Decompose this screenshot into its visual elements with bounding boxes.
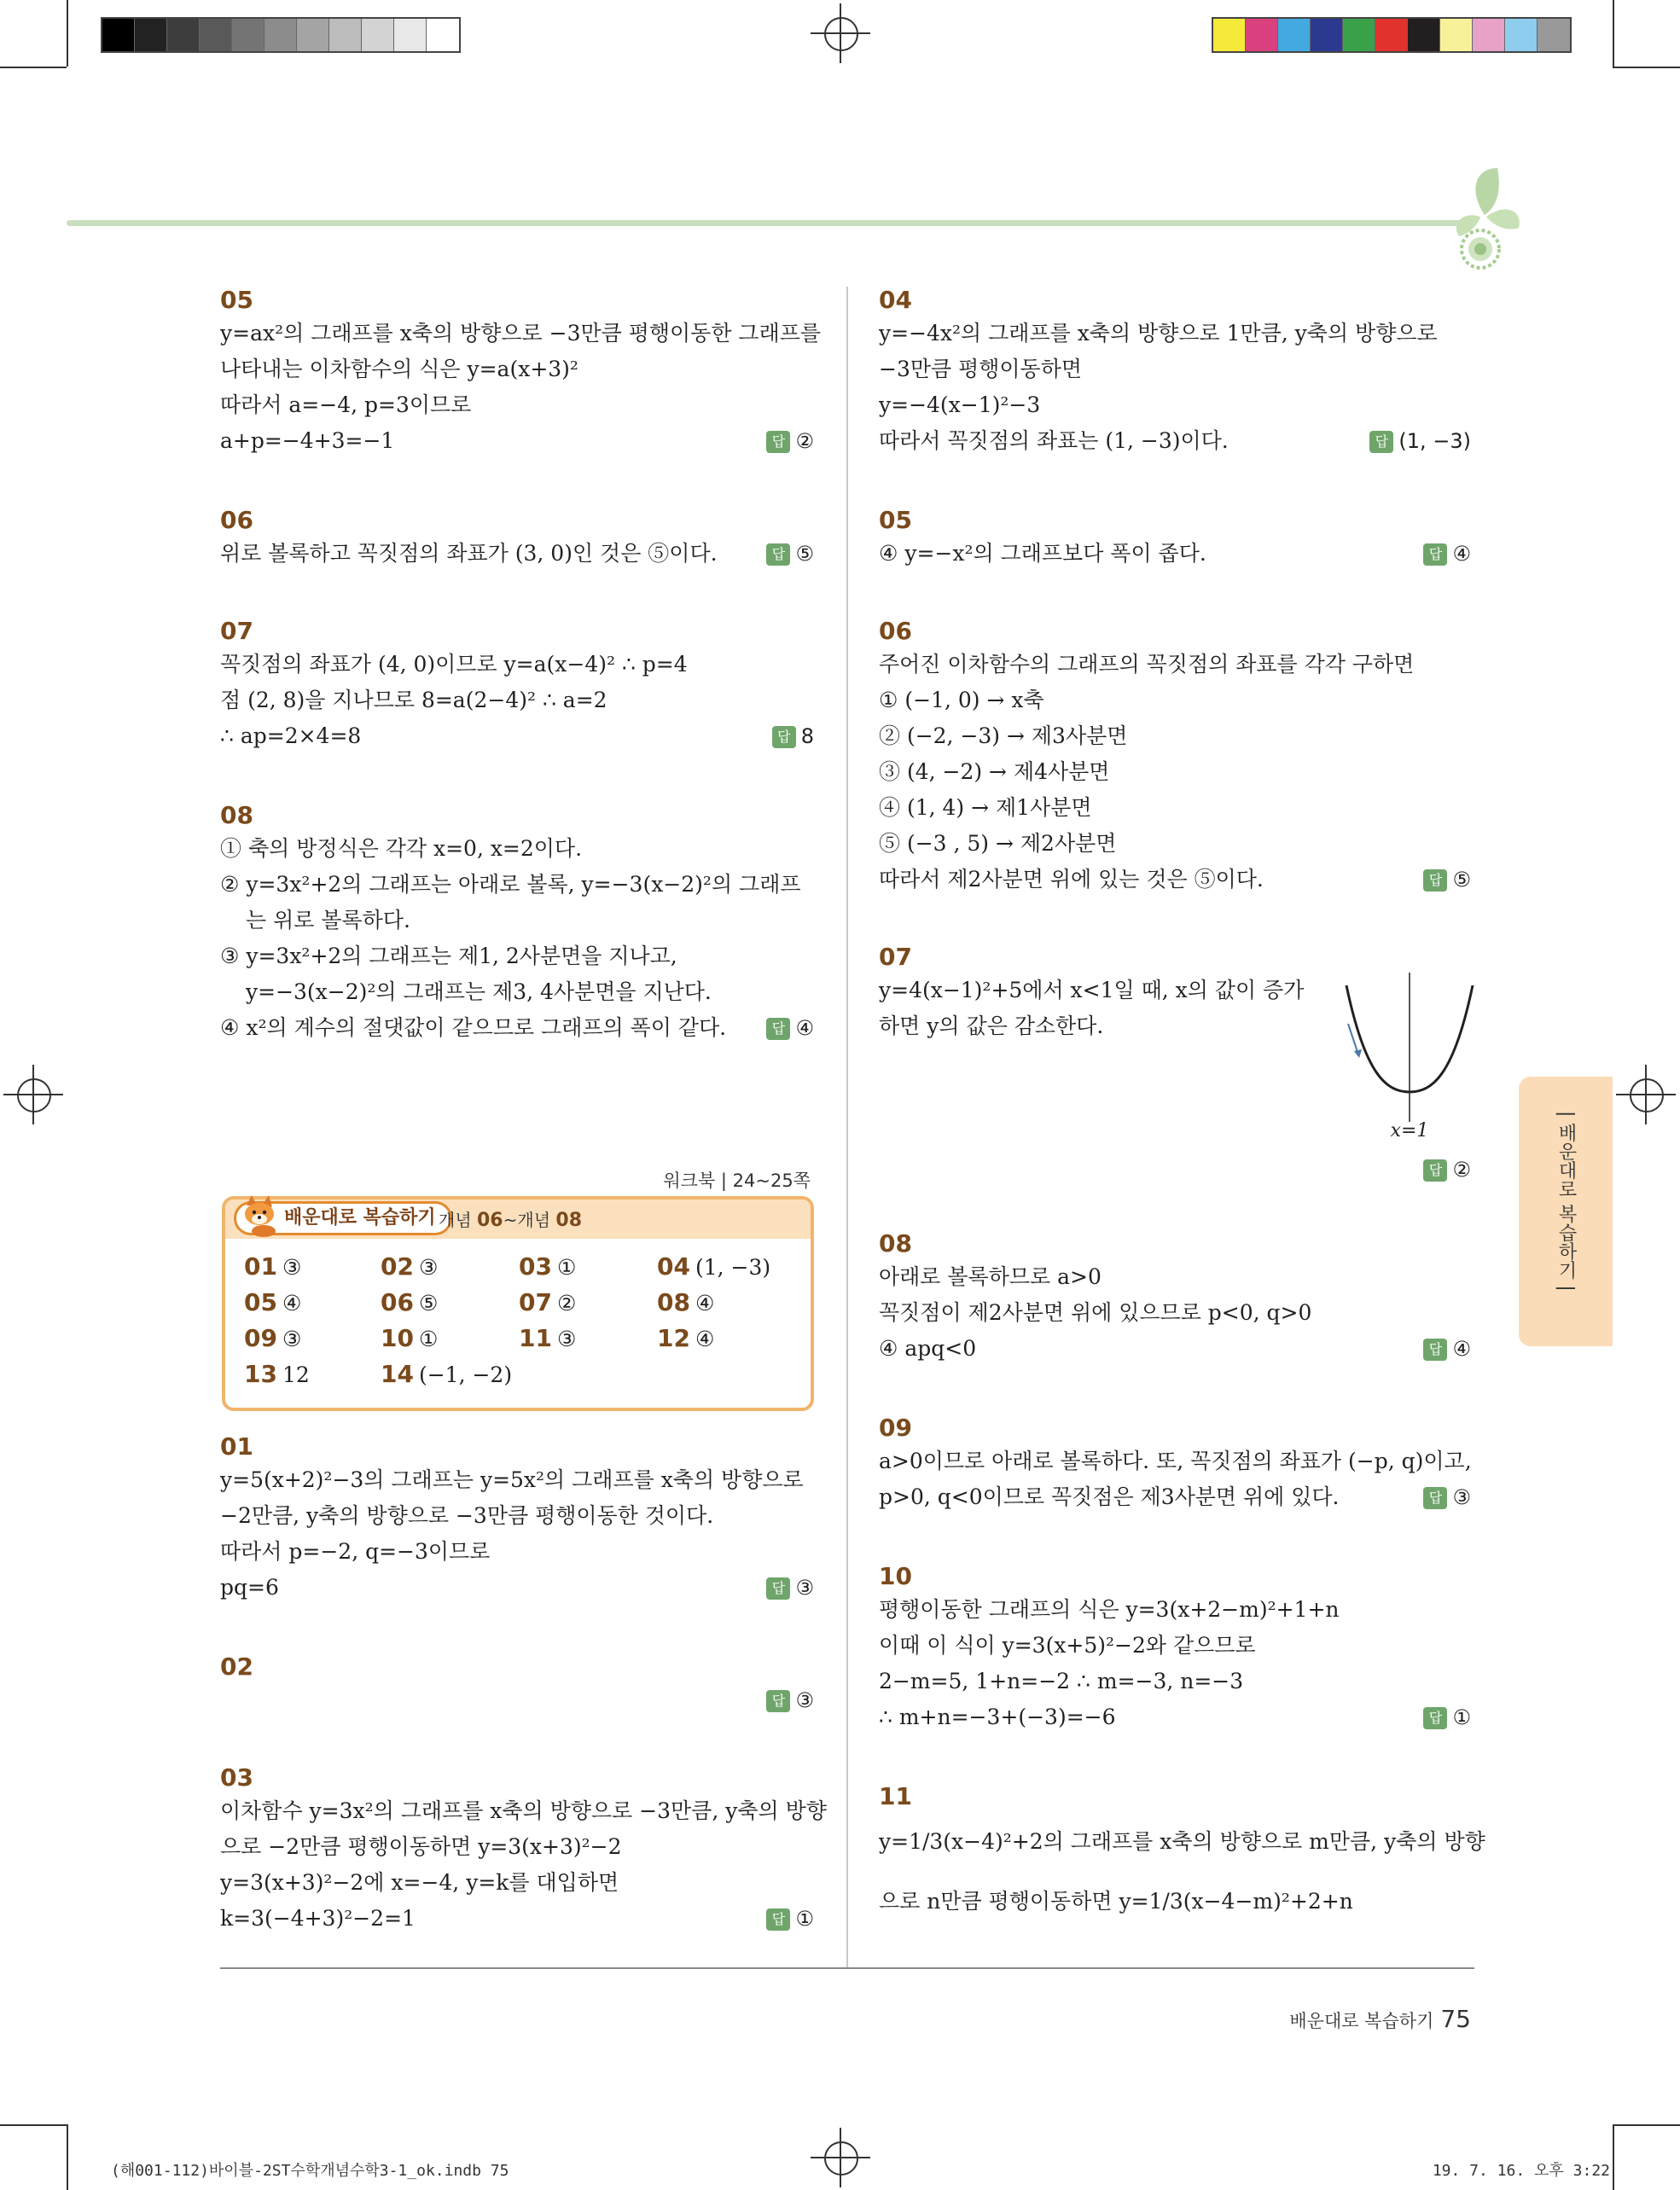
solution-line: −3만큼 평행이동하면 [879, 357, 1083, 381]
problem-number: 08 [220, 801, 253, 829]
solution-line: ④ x²의 계수의 절댓값이 같으므로 그래프의 폭이 같다. [220, 1015, 727, 1040]
answer-mark-icon: 답 [766, 1577, 790, 1600]
print-slug-date: 19. 7. 16. 오후 3:22 [1432, 2162, 1610, 2180]
answer-mark-icon: 답 [1369, 431, 1393, 453]
right-item-08 [879, 1229, 1471, 1367]
answer: 답 ③ [1423, 1479, 1471, 1515]
registration-mark [811, 2128, 870, 2187]
solution-line: y=5(x+2)²−3의 그래프는 y=5x²의 그래프를 x축의 방향으로 [220, 1467, 804, 1492]
problem-number: 07 [879, 943, 912, 971]
right-item-10 [879, 1561, 1471, 1735]
problem-number: 07 [220, 617, 253, 645]
parabola-graph [1340, 973, 1476, 1143]
registration-mark [1616, 1065, 1676, 1124]
review-range: 개념 06~개념 08 [439, 1210, 583, 1231]
solution-line: y=4(x−1)²+5에서 x<1일 때, x의 값이 증가 [879, 978, 1305, 1002]
answer: 답 ① [766, 1901, 814, 1937]
problem-number: 03 [220, 1763, 253, 1792]
review-title: 배운대로 복습하기 [234, 1201, 452, 1235]
solution-line: pq=6 [220, 1575, 279, 1600]
left-item-07 [220, 616, 814, 754]
footer-title: 배운대로 복습하기 [1289, 2011, 1434, 2031]
answer-mark-icon: 답 [1423, 1487, 1447, 1509]
solution-line: ① 축의 방정식은 각각 x=0, x=2이다. [220, 836, 583, 861]
solution-line: ④ (1, 4) → 제1사분면 [879, 795, 1092, 820]
solution-line: 이때 이 식이 y=3(x+5)²−2와 같으므로 [879, 1633, 1256, 1658]
answer-cell: 12 ④ [657, 1324, 715, 1352]
solution-line: ∴ m+n=−3+(−3)=−6 [879, 1705, 1116, 1729]
solution-line: 으로 n만큼 평행이동하면 y=1/3(x−4−m)²+2+n [879, 1889, 1353, 1914]
solution-line: 아래로 볼록하므로 a>0 [879, 1264, 1102, 1289]
answer: 답 ② [766, 423, 814, 459]
answer-cell: 10 ① [381, 1324, 439, 1352]
solution-line: 평행이동한 그래프의 식은 y=3(x+2−m)²+1+n [879, 1597, 1340, 1622]
answer: 답 ③ [766, 1682, 814, 1718]
page-number: 75 [1440, 2005, 1471, 2033]
problem-number: 08 [879, 1229, 912, 1258]
answer: 답 ⑤ [766, 536, 814, 572]
solution-line: ① (−1, 0) → x축 [879, 688, 1044, 712]
problem-number: 04 [879, 286, 912, 314]
answer: 답 (1, −3) [1369, 423, 1471, 459]
solution-line: 는 위로 볼록하다. [246, 908, 410, 932]
solution-line: ③ y=3x²+2의 그래프는 제1, 2사분면을 지나고, [220, 944, 677, 968]
print-slug-file: (해001-112)바이블-2ST수학개념수학3-1_ok.indb 75 [111, 2162, 509, 2180]
review-header [225, 1200, 811, 1239]
problem-number: 02 [220, 1653, 253, 1681]
solution-line: ③ (4, −2) → 제4사분면 [879, 759, 1110, 784]
answer-mark-icon: 답 [766, 543, 790, 566]
answer: 답 ④ [766, 1010, 814, 1046]
problem-number: 10 [879, 1562, 912, 1590]
answer-cell: 13 12 [244, 1360, 310, 1388]
crop-mark [67, 0, 68, 67]
crop-mark [0, 67, 67, 68]
crop-mark [0, 2124, 67, 2126]
solution-line: 꼭짓점이 제2사분면 위에 있으므로 p<0, q>0 [879, 1300, 1312, 1325]
answer: 답 ③ [766, 1570, 814, 1606]
left2-item-03 [220, 1763, 827, 1937]
right-item-09 [879, 1413, 1471, 1515]
answer-cell: 07 ② [519, 1288, 577, 1316]
review-answer-box [222, 1196, 814, 1411]
answer-cell: 14 (−1, −2) [381, 1360, 513, 1388]
solution-line: 으로 −2만큼 평행이동하면 y=3(x+3)²−2 [220, 1834, 622, 1859]
solution-line: 점 (2, 8)을 지나므로 8=a(2−4)² ∴ a=2 [220, 688, 607, 712]
solution-line: a+p=−4+3=−1 [220, 428, 395, 453]
solution-line: 따라서 제2사분면 위에 있는 것은 ⑤이다. [879, 867, 1264, 892]
leaf-decoration-icon [1433, 164, 1527, 275]
answer-mark-icon: 답 [1423, 1339, 1447, 1361]
problem-number: 05 [879, 506, 912, 534]
crop-mark [67, 2124, 68, 2190]
left-item-06 [220, 505, 814, 572]
answer-cell: 03 ① [519, 1252, 577, 1281]
problem-number: 09 [879, 1414, 912, 1442]
solution-line: 따라서 a=−4, p=3이므로 [220, 392, 472, 417]
solution-line: y=−3(x−2)²의 그래프는 제3, 4사분면을 지난다. [246, 979, 712, 1004]
solution-line: k=3(−4+3)²−2=1 [220, 1906, 416, 1931]
answer-cell: 02 ③ [381, 1252, 439, 1281]
right-item-06 [879, 616, 1471, 897]
answer: 답 ④ [1423, 1331, 1471, 1367]
fox-mascot-icon [240, 1194, 282, 1238]
answer: 답 ② [1423, 1152, 1471, 1188]
solution-line: y=1/3(x−4)²+2의 그래프를 x축의 방향으로 m만큼, y축의 방향 [879, 1829, 1485, 1854]
solution-line: ∴ ap=2×4=8 [220, 723, 362, 748]
side-tab-label: | 배운대로 복습하기 | [1555, 1111, 1577, 1292]
solution-line: ② (−2, −3) → 제3사분면 [879, 723, 1128, 748]
problem-number: 06 [220, 506, 253, 534]
answer-cell: 11 ③ [519, 1324, 577, 1352]
solution-line: ⑤ (−3 , 5) → 제2사분면 [879, 831, 1117, 856]
answer: 답 8 [772, 718, 814, 754]
problem-number: 01 [220, 1432, 253, 1461]
answer-mark-icon: 답 [772, 726, 796, 748]
solution-line: 위로 볼록하고 꼭짓점의 좌표가 (3, 0)인 것은 ⑤이다. [220, 541, 718, 566]
problem-number: 05 [220, 286, 253, 314]
answer-mark-icon: 답 [1423, 869, 1447, 892]
answer-cell: 08 ④ [657, 1288, 715, 1316]
left-item-08 [220, 800, 814, 1046]
solution-line: 주어진 이차함수의 그래프의 꼭짓점의 좌표를 각각 구하면 [879, 652, 1415, 677]
answer-mark-icon: 답 [1423, 1159, 1447, 1182]
solution-line: 꼭짓점의 좌표가 (4, 0)이므로 y=a(x−4)² ∴ p=4 [220, 652, 688, 677]
header-rule [67, 220, 1466, 226]
crop-mark [1613, 67, 1680, 68]
solution-line: 따라서 p=−2, q=−3이므로 [220, 1539, 491, 1564]
workbook-reference: 워크북 | 24~25쪽 [663, 1171, 811, 1191]
chapter-side-tab [1519, 1077, 1613, 1346]
right-item-04 [879, 285, 1471, 459]
left-item-05 [220, 285, 822, 459]
solution-line: a>0이므로 아래로 볼록하다. 또, 꼭짓점의 좌표가 (−p, q)이고, [879, 1449, 1472, 1473]
answer-cell: 05 ④ [244, 1288, 302, 1316]
answer-mark-icon: 답 [1423, 1707, 1447, 1729]
solution-line: y=−4x²의 그래프를 x축의 방향으로 1만큼, y축의 방향으로 [879, 321, 1438, 346]
right-item-05 [879, 505, 1471, 572]
graph-axis-label: x=1 [1390, 1120, 1429, 1141]
answer-cell: 06 ⑤ [381, 1288, 439, 1316]
bottom-rule [220, 1967, 1474, 1969]
registration-mark [3, 1065, 63, 1124]
solution-line: p>0, q<0이므로 꼭짓점은 제3사분면 위에 있다. [879, 1484, 1340, 1509]
solution-line: 하면 y의 값은 감소한다. [879, 1014, 1104, 1038]
column-divider [846, 287, 848, 1967]
solution-line: −2만큼, y축의 방향으로 −3만큼 평행이동한 것이다. [220, 1503, 714, 1528]
solution-line: ④ y=−x²의 그래프보다 폭이 좁다. [879, 541, 1206, 566]
answer-mark-icon: 답 [766, 431, 790, 453]
solution-line: ② y=3x²+2의 그래프는 아래로 볼록, y=−3(x−2)²의 그래프 [220, 872, 801, 897]
crop-mark [1613, 2124, 1614, 2190]
solution-line: ④ apq<0 [879, 1336, 977, 1361]
solution-line: 이차함수 y=3x²의 그래프를 x축의 방향으로 −3만큼, y축의 방향 [220, 1798, 827, 1823]
right-item-11 [879, 1781, 1485, 1931]
answer-cell: 04 (1, −3) [657, 1252, 771, 1281]
solution-line: 따라서 꼭짓점의 좌표는 (1, −3)이다. [879, 428, 1229, 453]
answer-mark-icon: 답 [766, 1908, 790, 1931]
crop-mark [1613, 2124, 1680, 2126]
registration-mark [811, 3, 870, 63]
answer: 답 ⑤ [1423, 862, 1471, 897]
answer-cell: 09 ③ [244, 1324, 302, 1352]
left2-item-01 [220, 1432, 814, 1606]
answer: 답 ① [1423, 1699, 1471, 1735]
answer-mark-icon: 답 [766, 1018, 790, 1040]
page-footer [1289, 2005, 1471, 2033]
answer: 답 ④ [1423, 536, 1471, 572]
solution-line: y=−4(x−1)²−3 [879, 392, 1041, 417]
solution-line: 2−m=5, 1+n=−2 ∴ m=−3, n=−3 [879, 1669, 1244, 1693]
solution-line: y=ax²의 그래프를 x축의 방향으로 −3만큼 평행이동한 그래프를 [220, 321, 822, 346]
left2-item-02 [220, 1652, 814, 1712]
solution-line: 나타내는 이차함수의 식은 y=a(x+3)² [220, 357, 578, 381]
answer-mark-icon: 답 [766, 1690, 790, 1712]
problem-number: 11 [879, 1782, 912, 1810]
answer-cell: 01 ③ [244, 1252, 302, 1281]
problem-number: 06 [879, 617, 912, 645]
color-bar [1212, 17, 1572, 53]
grayscale-bar [101, 17, 461, 53]
crop-mark [1613, 0, 1614, 67]
answer-mark-icon: 답 [1423, 543, 1447, 566]
solution-line: y=3(x+3)²−2에 x=−4, y=k를 대입하면 [220, 1870, 619, 1895]
